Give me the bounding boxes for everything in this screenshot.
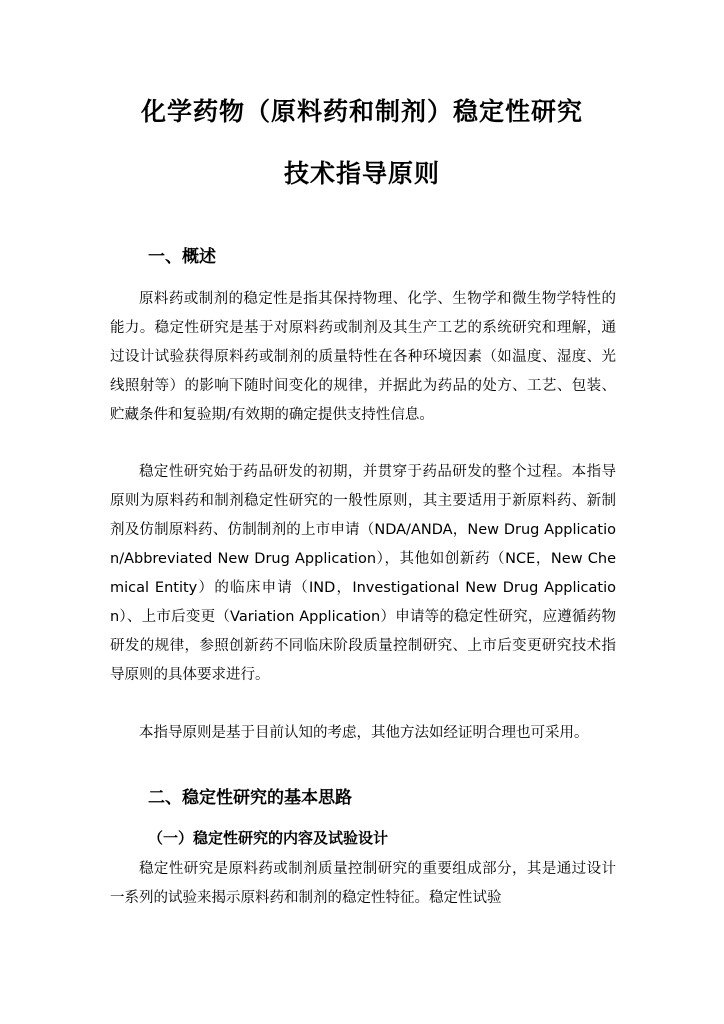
section-heading-overview: 一、概述 <box>148 247 216 267</box>
paragraph-stability-research-component: 稳定性研究是原料药或制剂质量控制研究的重要组成部分，其是通过设计一系列的试验来揭示原料药和制剂的稳定性特征。稳定性试验 <box>110 861 616 906</box>
paragraph-other-methods: 本指导原则是基于目前认知的考虑，其他方法如经证明合理也可采用。 <box>139 725 589 741</box>
paragraph-stability-definition: 原料药或制剂的稳定性是指其保持物理、化学、生物学和微生物学特性的能力。稳定性研究是基于对原料药或制剂及其生产工艺的系统研究和理解，通过设计试验获得原料药或制剂的质量特性在各种环境因素（如温度、湿度、光线照射等）的影响下随时间变化的规律，并据此为药品的处方、工艺、包装、贮藏条件和复验期/有效期的确定提供支持性信息。 <box>110 291 616 423</box>
paragraph-scope: 稳定性研究始于药品研发的初期，并贯穿于药品研发的整个过程。本指导原则为原料药和制剂稳定性研究的一般性原则，其主要适用于新原料药、新制剂及仿制原料药、仿制制剂的上市申请（NDA/ANDA，New Drug Application/Abbreviated New Drug Application），其他如创新药（NCE，New Chemical Entity）的临床申请（IND，Investigational New Drug Application）、上市后变更（Variation Application）申请等的稳定性研究，应遵循药物研发的规律，参照创新药不同临床阶段质量控制研究、上市后变更研究技术指导原则的具体要求进行。 <box>110 464 616 683</box>
document-title-line-2: 技术指导原则 <box>283 159 440 188</box>
document-title-line-1: 化学药物（原料药和制剂）稳定性研究 <box>140 97 583 126</box>
section-heading-basic-approach: 二、稳定性研究的基本思路 <box>148 788 352 808</box>
subsection-heading-content-design: （一）稳定性研究的内容及试验设计 <box>148 829 389 847</box>
